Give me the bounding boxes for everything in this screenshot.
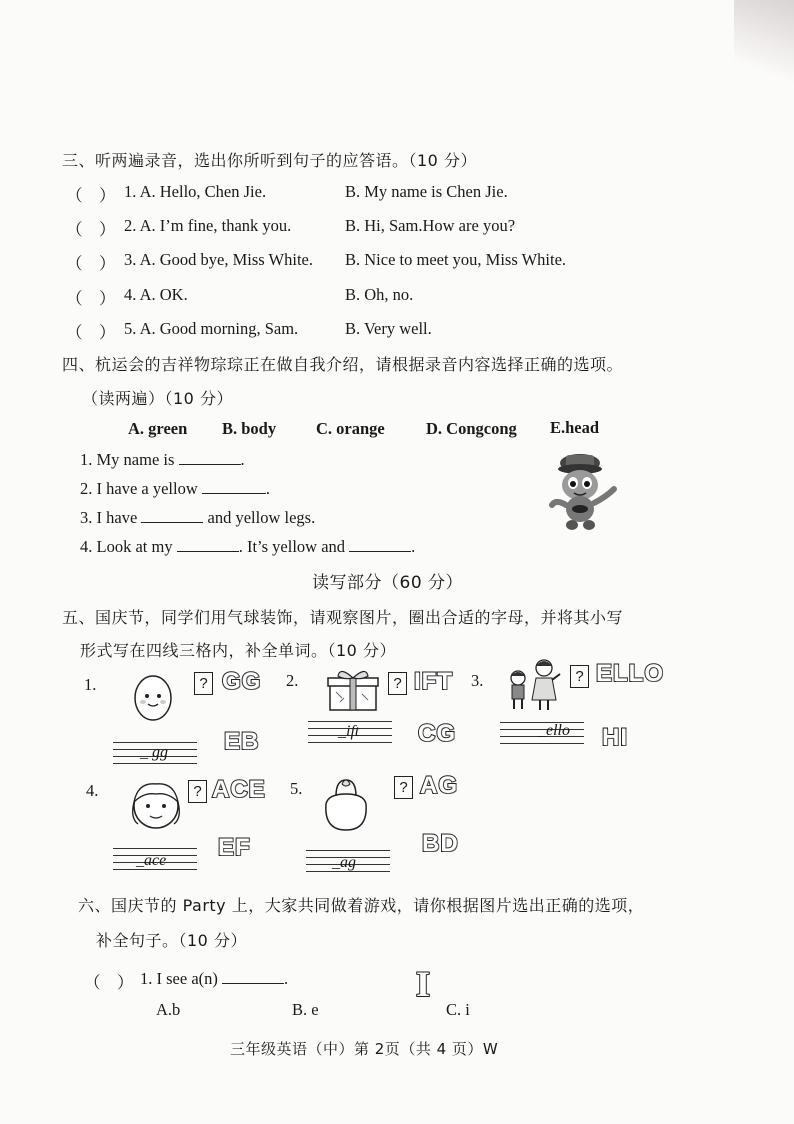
s5-item2-qmark-box[interactable]: ? (388, 672, 407, 695)
s5-item5-number: 5. (290, 779, 303, 798)
s3-q2-option-b: B. Hi, Sam.How are you? (345, 216, 516, 235)
s4-q4-text-a: 4. Look at my (80, 537, 173, 556)
s5-item3-word: _ello (538, 722, 570, 739)
s6-option-a[interactable]: A.b (156, 1000, 181, 1019)
s4-q1-blank[interactable] (179, 450, 241, 465)
s4-q4 (80, 537, 415, 557)
s3-q3-paren[interactable]: （ ） (66, 254, 116, 273)
s5-item2-word: _ift (338, 723, 360, 740)
s4-q1-period: . (240, 450, 245, 469)
s6-q1-period: . (284, 969, 289, 988)
s3-q1-paren[interactable]: （ ） (66, 186, 116, 205)
s3-q1-option-a: 1. A. Hello, Chen Jie. (124, 182, 267, 201)
s4-q2 (80, 479, 270, 499)
s4-q2-text: 2. I have a yellow (80, 479, 198, 498)
s5-item5-qmark-box[interactable]: ? (394, 776, 413, 799)
s3-q2-option-a: 2. A. I’m fine, thank you. (124, 216, 292, 235)
page-corner-shadow (734, 0, 794, 90)
s4-q3-blank[interactable] (141, 508, 203, 523)
s5-item4-qmark-box[interactable]: ? (188, 780, 207, 803)
s4-q4-blank-2[interactable] (349, 537, 411, 552)
s5-item5-letters-bottom[interactable]: BD (422, 830, 459, 857)
s5-item4-letters-bottom[interactable]: EF (218, 834, 251, 861)
children-greeting-image (500, 656, 564, 714)
s4-q2-blank[interactable] (202, 479, 266, 494)
section5-title-line2: 形式写在四线三格内，补全单词。（10 分） (80, 641, 396, 660)
s4-q1-text: 1. My name is (80, 450, 175, 469)
s6-q1 (140, 969, 288, 989)
s5-item1-number: 1. (84, 675, 97, 694)
s5-item3-qmark-box[interactable]: ? (570, 665, 589, 688)
s5-item4-letters-top[interactable]: ACE (212, 776, 266, 803)
s3-q4-paren[interactable]: （ ） (66, 289, 116, 308)
egg-image (130, 670, 176, 722)
s4-q4-blank-1[interactable] (177, 537, 239, 552)
s4-q3-text-a: 3. I have (80, 508, 138, 527)
s3-q2-paren[interactable]: （ ） (66, 220, 116, 239)
s4-q3 (80, 508, 315, 528)
s5-item2-number: 2. (286, 671, 299, 690)
s4-q3-text-b: and yellow legs. (207, 508, 316, 527)
page-footer: 三年级英语（中）第 2页（共 4 页）W (230, 1040, 499, 1058)
s4-q4-text-b: . It’s yellow and (238, 537, 346, 556)
s5-item1-qmark-box[interactable]: ? (194, 672, 213, 695)
s5-item2-letters-bottom[interactable]: CG (418, 720, 456, 747)
section6-title-line1: 六、国庆节的 Party 上，大家共同做着游戏，请你根据图片选出正确的选项， (78, 896, 645, 915)
section3-title: 三、听两遍录音，选出你所听到句子的应答语。（10 分） (62, 151, 477, 170)
s4-option-d: D. Congcong (426, 419, 517, 438)
s3-q1-option-b: B. My name is Chen Jie. (345, 182, 508, 201)
s3-q5-paren[interactable]: （ ） (66, 323, 116, 342)
s3-q3-option-a: 3. A. Good bye, Miss White. (124, 250, 313, 269)
section6-title-line2: 补全句子。（10 分） (96, 931, 247, 950)
s6-q1-text: 1. I see a(n) (140, 969, 218, 988)
section5-title-line1: 五、国庆节，同学们用气球装饰，请观察图片，圈出合适的字母，并将其小写 (62, 608, 624, 627)
mascot-congcong-image (542, 447, 628, 533)
s5-item5-letters-top[interactable]: AG (420, 772, 458, 799)
s5-item4-word: _ace (136, 852, 167, 869)
s5-item3-letters-bottom[interactable]: HI (602, 724, 628, 751)
s4-q2-period: . (265, 479, 270, 498)
s6-q1-blank[interactable] (222, 969, 284, 984)
s3-q4-option-a: 4. A. OK. (124, 285, 188, 304)
s4-option-c: C. orange (316, 419, 385, 438)
s5-item5-word: _ag (332, 854, 356, 871)
s5-item3-number: 3. (471, 671, 484, 690)
s4-option-a: A. green (128, 419, 188, 438)
section4-title: 四、杭运会的吉祥物琮琮正在做自我介绍，请根据录音内容选择正确的选项。 (62, 355, 624, 374)
s5-item1-letters-top[interactable]: GG (222, 668, 262, 695)
s5-item1-word: _ gg (140, 744, 168, 761)
s5-item4-number: 4. (86, 781, 99, 800)
s5-item2-letters-top[interactable]: IFT (414, 668, 453, 695)
s6-q1-paren[interactable]: （ ） (84, 973, 134, 992)
bag-image (318, 776, 374, 834)
s6-option-b[interactable]: B. e (292, 1000, 319, 1019)
letter-i-image: I (416, 964, 431, 1004)
s3-q3-option-b: B. Nice to meet you, Miss White. (345, 250, 567, 269)
s3-q5-option-b: B. Very well. (345, 319, 432, 338)
s5-item3-letters-top[interactable]: ELLO (596, 660, 664, 687)
face-image (128, 778, 184, 830)
s4-option-e: E.head (550, 418, 600, 437)
s4-q1 (80, 450, 245, 470)
part-title: 读写部分（60 分） (312, 573, 464, 593)
s3-q4-option-b: B. Oh, no. (345, 285, 414, 304)
s6-option-c[interactable]: C. i (446, 1000, 470, 1019)
gift-image (326, 666, 380, 712)
s3-q5-option-a: 5. A. Good morning, Sam. (124, 319, 299, 338)
s4-option-b: B. body (222, 419, 277, 438)
s5-item1-letters-bottom[interactable]: EB (224, 728, 260, 755)
s4-q4-period: . (411, 537, 416, 556)
section4-subtitle: （读两遍）（10 分） (82, 389, 233, 408)
